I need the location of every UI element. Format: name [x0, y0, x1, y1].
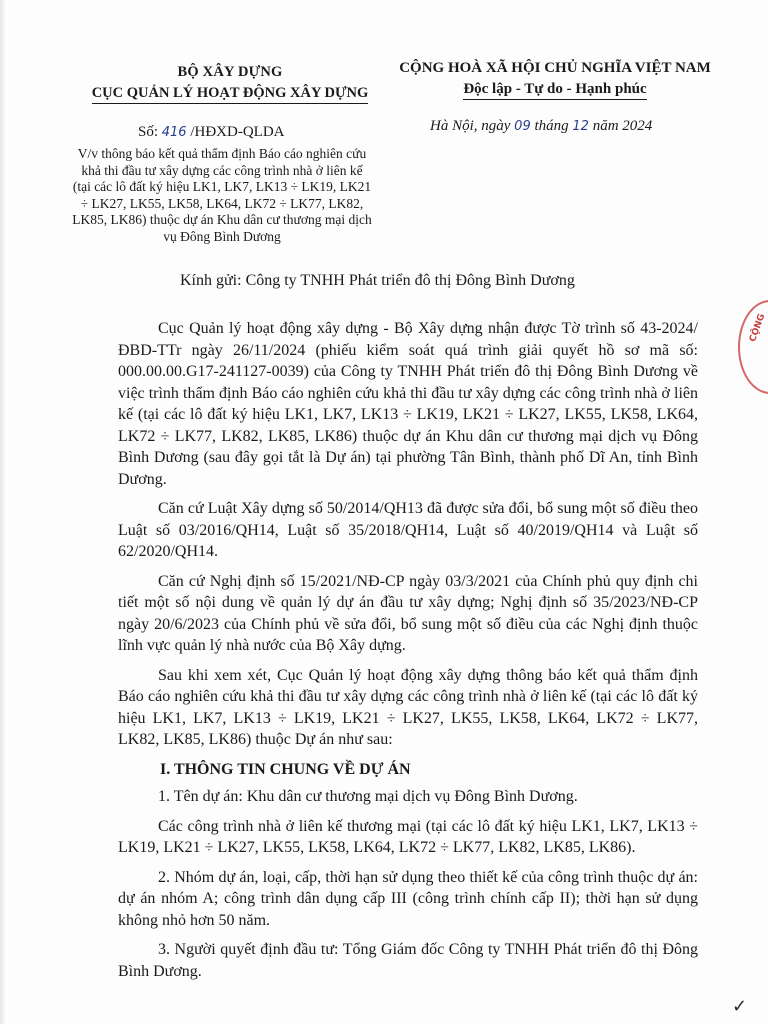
document-number-handwritten: 416: [161, 125, 187, 140]
year-label: năm 2024: [588, 118, 653, 134]
document-subject: V/v thông báo kết quả thẩm định Báo cáo nghiên cứu khả thi đầu tư xây dựng các công trình nhà ở liên kế (tại các lô đất ký hiệu LK1, LK7, LK13 ÷ LK19, LK21 ÷ LK27, LK55, LK58, LK64, LK72 ÷ LK77, LK82, LK85, LK86) thuộc dự án Khu dân cư thương mại dịch vụ Đông Bình Dương: [72, 146, 372, 244]
document-number-prefix: Số:: [138, 124, 162, 140]
document-number-suffix: /HĐXD-QLDA: [186, 124, 285, 140]
section-item: 2. Nhóm dự án, loại, cấp, thời hạn sử dụng theo thiết kế của công trình thuộc dự án: dự án nhóm A; công trình dân dụng cấp III (công trình chính cấp II); thời hạn sử dụng không nhỏ hơn 50 năm.: [118, 868, 698, 929]
body-paragraph: Sau khi xem xét, Cục Quản lý hoạt động xây dựng thông báo kết quả thẩm định Báo cáo nghiên cứu khả thi đầu tư xây dựng các công trình nhà ở liên kế (tại các lô đất ký hiệu LK1, LK7, LK13 ÷ LK19, LK21 ÷ LK27, LK55, LK58, LK64, LK72 ÷ LK77, LK82, LK85, LK86) thuộc Dự án như sau:: [118, 666, 698, 748]
month-label: tháng: [530, 118, 573, 134]
national-motto: Độc lập - Tự do - Hạnh phúc: [463, 81, 646, 100]
section-item: 3. Người quyết định đầu tư: Tổng Giám đốc Công ty TNHH Phát triển đô thị Đông Bình Dương.: [118, 941, 698, 980]
section-item: 1. Tên dự án: Khu dân cư thương mại dịch vụ Đông Bình Dương.: [158, 788, 578, 805]
body-paragraph: Cục Quản lý hoạt động xây dựng - Bộ Xây dựng nhận được Tờ trình số 43-2024/ĐBD-TTr ngày 26/11/2024 (phiếu kiểm soát quá trình giải quyết hồ sơ mã số: 000.00.00.G17-241127-0039) của Công ty TNHH Phát triển đô thị Đông Bình Dương về việc trình thẩm định Báo cáo nghiên cứu khả thi đầu tư xây dựng các công trình nhà ở liên kế (tại các lô đất ký hiệu LK1, LK7, LK13 ÷ LK19, LK21 ÷ LK27, LK55, LK58, LK64, LK72 ÷ LK77, LK82, LK85, LK86) thuộc dự án Khu dân cư thương mại dịch vụ Đông Bình Dương (sau đây gọi tắt là Dự án) tại phường Tân Bình, thành phố Dĩ An, tỉnh Bình Dương.: [118, 320, 698, 488]
month-handwritten: 12: [572, 119, 589, 134]
document-body: [118, 318, 698, 990]
issuer-block: [60, 64, 400, 104]
document-number: [138, 124, 285, 141]
ministry-name: BỘ XÂY DỰNG: [177, 64, 283, 80]
national-heading: [380, 60, 730, 100]
initials-signature-mark: ✓: [732, 996, 748, 1017]
scan-edge-shadow: [0, 0, 6, 1024]
section-item: Các công trình nhà ở liên kế thương mại (tại các lô đất ký hiệu LK1, LK7, LK13 ÷ LK19, LK21 ÷ LK27, LK55, LK58, LK64, LK72 ÷ LK77, LK82, LK85, LK86).: [118, 817, 698, 856]
seal-text: CỘNG: [748, 312, 768, 344]
recipient-line: Kính gửi: Công ty TNHH Phát triển đô thị Đông Bình Dương: [180, 272, 575, 289]
nation-title: CỘNG HOÀ XÃ HỘI CHỦ NGHĨA VIỆT NAM: [399, 60, 711, 76]
body-paragraph: Căn cứ Luật Xây dựng số 50/2014/QH13 đã được sửa đổi, bổ sung một số điều theo Luật số 03/2016/QH14, Luật số 35/2018/QH14, Luật số 40/2019/QH14 và Luật số 62/2020/QH14.: [118, 500, 698, 560]
day-handwritten: 09: [514, 119, 531, 134]
place-date-prefix: Hà Nội, ngày: [430, 118, 515, 134]
agency-name: CỤC QUẢN LÝ HOẠT ĐỘNG XÂY DỰNG: [92, 85, 369, 104]
section-heading: I. THÔNG TIN CHUNG VỀ DỰ ÁN: [160, 760, 411, 778]
body-paragraph: Căn cứ Nghị định số 15/2021/NĐ-CP ngày 03/3/2021 của Chính phủ quy định chi tiết một số nội dung về quản lý dự án đầu tư xây dựng; Nghị định số 35/2023/NĐ-CP ngày 20/6/2023 của Chính phủ về sửa đổi, bổ sung một số điều của các Nghị định thuộc lĩnh vực quản lý nhà nước của Bộ Xây dựng.: [118, 572, 698, 654]
place-and-date: [430, 118, 652, 135]
